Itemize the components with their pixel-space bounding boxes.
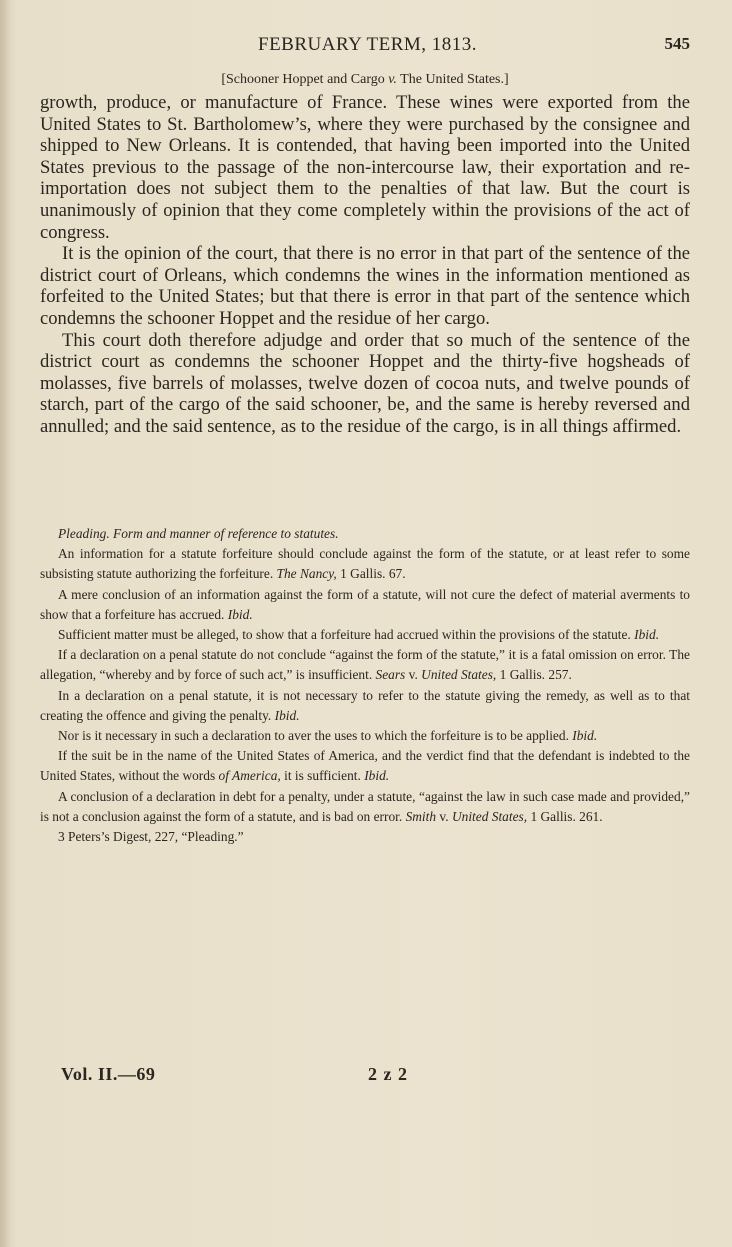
note-4-end: 1 Gallis. 257. xyxy=(496,667,572,683)
note-9-text: 3 Peters’s Digest, 227, “Pleading.” xyxy=(58,829,244,845)
note-2-cite: Ibid. xyxy=(227,606,253,622)
note-8 xyxy=(40,787,690,827)
running-title: FEBRUARY TERM, 1813. xyxy=(258,34,478,55)
note-4-mid: v. xyxy=(405,667,422,683)
note-5-text: In a declaration on a penal statute, it is not necessary to refer to the statute giving the remedy, as well as to that creating the offence and giving the penalty. xyxy=(40,687,690,723)
note-4 xyxy=(40,645,690,685)
note-1 xyxy=(40,544,690,584)
note-2 xyxy=(40,585,690,625)
notes-heading: Pleading. Form and manner of reference to statutes. xyxy=(58,526,339,541)
note-5-cite: Ibid. xyxy=(274,707,300,723)
case-caption xyxy=(40,72,690,88)
note-6-text: Nor is it necessary in such a declaration to aver the uses to which the forfeiture is to be applied. xyxy=(58,728,573,744)
note-9 xyxy=(40,827,690,847)
headnotes xyxy=(40,524,690,847)
note-8-cite-a: Smith xyxy=(405,808,437,824)
caption-part-1: [Schooner Hoppet and Cargo xyxy=(221,72,389,87)
note-7-cite: Ibid. xyxy=(364,768,390,784)
note-8-mid: v. xyxy=(436,808,452,824)
note-3-text: Sufficient matter must be alleged, to show that a forfeiture had accrued within the provisions of the statute. xyxy=(58,627,635,643)
body-paragraph-2: It is the opinion of the court, that there is no error in that part of the sentence of the district court of Orleans, which condemns the wines in the information mentioned as forfeited to the United States; but that there is error in that part of the sentence which condemns the schooner Hoppet and the residue of her cargo. xyxy=(40,243,690,329)
note-6 xyxy=(40,726,690,746)
note-1-text: An information for a statute forfeiture should conclude against the form of the statute, or at least refer to some subsisting statute authorizing the forfeiture. xyxy=(40,546,690,582)
note-3 xyxy=(40,625,690,645)
note-3-cite: Ibid. xyxy=(634,627,660,643)
page-gutter-shadow xyxy=(0,0,10,1247)
note-7 xyxy=(40,746,690,786)
note-1-end: 1 Gallis. 67. xyxy=(336,566,406,582)
note-4-text: If a declaration on a penal statute do not conclude “against the form of the statute,” it is a fatal omission on error. The allegation, “whereby and by force of such act,” is insufficient. xyxy=(40,647,690,683)
note-1-cite: The Nancy, xyxy=(276,566,337,582)
note-8-end: 1 Gallis. 261. xyxy=(527,808,603,824)
page-footer xyxy=(40,1064,690,1094)
signature-mark: 2 z 2 xyxy=(368,1064,408,1084)
note-8-text: A conclusion of a declaration in debt for a penalty, under a statute, “against the law in such case made and provided,” is not a conclusion against the form of a statute, and is bad on error. xyxy=(40,788,690,824)
note-4-cite-b: United States, xyxy=(421,667,497,683)
note-7-text: If the suit be in the name of the United States of America, and the verdict find that the defendant is indebted to the United States, without the words xyxy=(40,748,690,784)
note-4-cite-a: Sears xyxy=(375,667,406,683)
note-2-text: A mere conclusion of an information against the form of a statute, will not cure the defect of material averments to show that a forfeiture has accrued. xyxy=(40,586,690,622)
running-head xyxy=(40,34,690,58)
opinion-body xyxy=(40,92,690,438)
page-number: 545 xyxy=(664,34,690,53)
body-paragraph-1: growth, produce, or manufacture of France. These wines were exported from the United States to St. Bartholomew’s, where they were purchased by the consignee and shipped to New Orleans. It is contended, that having been imported into the United States previous to the passage of the non-intercourse law, their exportation and re-importation does not subject them to the penalties of that law. But the court is unanimously of opinion that they come completely within the provisions of the act of congress. xyxy=(40,92,690,243)
note-6-cite: Ibid. xyxy=(572,728,598,744)
volume-number: Vol. II.—69 xyxy=(61,1064,156,1084)
note-5 xyxy=(40,686,690,726)
body-paragraph-3: This court doth therefore adjudge and order that so much of the sentence of the district court as condemns the schooner Hoppet and the thirty-five hogsheads of molasses, five barrels of molasses, twelve dozen of cocoa nuts, and twelve pounds of starch, part of the cargo of the said schooner, be, and the same is hereby reversed and annulled; and the said sentence, as to the residue of the cargo, is in all things affirmed. xyxy=(40,329,690,437)
note-8-cite-b: United States, xyxy=(451,808,528,824)
note-7-mid: it is sufficient. xyxy=(280,768,365,784)
note-7-italic: of America, xyxy=(218,768,281,784)
caption-versus: v. xyxy=(388,72,397,87)
caption-part-2: The United States.] xyxy=(396,72,509,87)
